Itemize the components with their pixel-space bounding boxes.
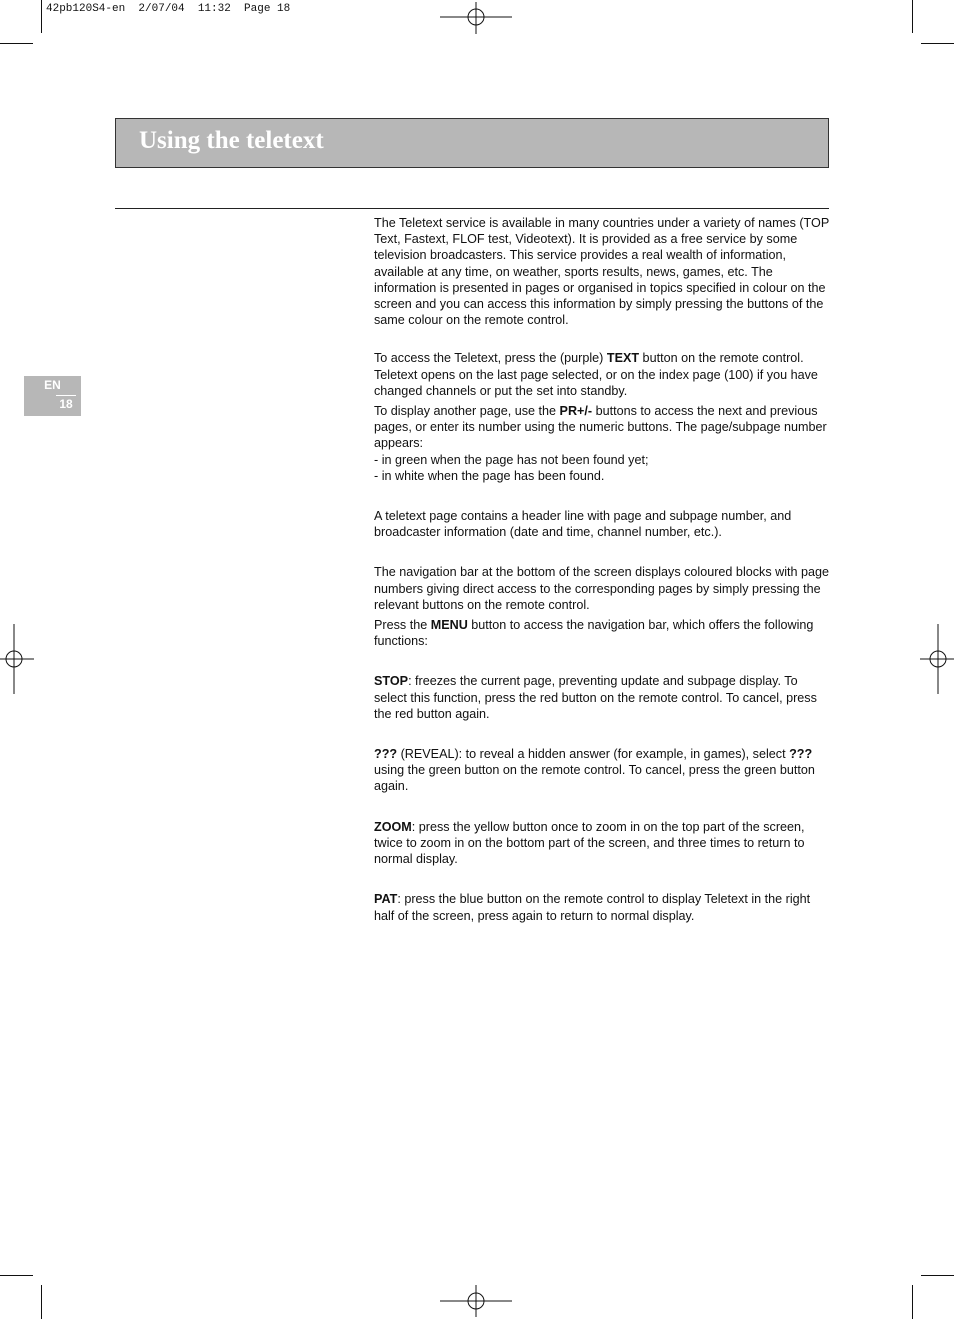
keyword-text: TEXT [606,351,640,366]
reveal-paragraph [374,746,832,795]
crop-mark [921,1275,954,1276]
keyword-text: ??? [374,747,398,762]
crop-mark [912,0,913,33]
text-run: buttons to access the next and previous pages, or enter its number using the numeric buttons. The page/subpage number appears: [374,404,827,451]
crop-mark [912,1285,913,1319]
body-text [374,215,832,924]
text-run: using the green button on the remote control. To cancel, press the green button again. [374,763,815,794]
page-title: Using the teletext [139,127,324,154]
keyword-text: ZOOM [374,819,412,834]
registration-mark-icon [0,624,34,694]
crop-mark [0,43,33,44]
text-run: A teletext page contains a header line with page and subpage number, and broadcaster information (date and time, channel number, etc.). [374,509,792,540]
pat-paragraph [374,891,832,923]
crop-mark [0,1275,33,1276]
text-run: button on the remote control. Teletext opens on the last page selected, or on the index page (100) if you have changed channels or put the set into standby. [374,351,818,398]
intro-paragraph [374,215,832,328]
text-run: Press the [374,618,431,633]
crop-mark [41,0,42,33]
section-divider [115,208,829,209]
registration-mark-icon [920,624,954,694]
text-run: button to access the navigation bar, which offers the following functions: [374,618,814,649]
text-run: To access the Teletext, press the (purple) [374,351,607,366]
keyword-text: PR+/- [559,404,593,419]
zoom-paragraph [374,819,832,868]
registration-mark-icon [440,1285,512,1317]
print-slug-line: 42pb120S4-en 2/07/04 11:32 Page 18 [46,3,291,15]
list-item: - in white when the page has been found. [374,468,605,483]
registration-mark-icon [440,2,512,34]
crop-mark [41,1285,42,1319]
title-bar [115,118,829,168]
list-item: - in green when the page has not been found yet; [374,452,649,467]
text-run: : press the yellow button once to zoom in on the top part of the screen, twice to zoom in on the bottom part of the screen, and three times to return to normal display. [374,819,805,867]
language-page-tab [24,376,81,416]
menu-paragraph [374,617,832,649]
keyword-text: STOP [374,674,409,689]
tab-divider [56,395,76,396]
crop-mark [921,43,954,44]
text-run: To display another page, use the [374,404,560,419]
text-run: The navigation bar at the bottom of the screen displays coloured blocks with page numbers giving direct access to the corresponding pages by simply pressing the relevant buttons on the remote control. [374,565,830,612]
navigate-paragraph [374,403,832,484]
page-number: 18 [59,397,73,411]
keyword-text: ??? [789,747,813,762]
header-paragraph [374,508,832,540]
language-label: EN [44,378,61,392]
navbar-paragraph [374,564,832,613]
text-run: : freezes the current page, preventing update and subpage display. To select this function, press the red button on the remote control. To cancel, press the red button again. [374,674,817,721]
stop-paragraph [374,673,832,722]
text-run: : press the blue button on the remote control to display Teletext in the right half of the screen, press again to return to normal display. [374,892,811,923]
keyword-text: PAT [374,892,398,907]
text-run: (REVEAL): to reveal a hidden answer (for example, in games), select [397,747,790,762]
access-paragraph [374,350,832,399]
keyword-text: MENU [430,618,468,633]
intro-text: The Teletext service is available in many countries under a variety of names (TOP Text, Fastext, FLOF test, Videotext). It is provided as a free service by some television broadcasters. This service provides a real wealth of information, available at any time, on weather, sports results, news, games, etc. The information is presented in pages or organised in topics specified in colour on the screen and you can access this information by simply pressing the buttons of the same colour on the remote control. [374,216,829,328]
